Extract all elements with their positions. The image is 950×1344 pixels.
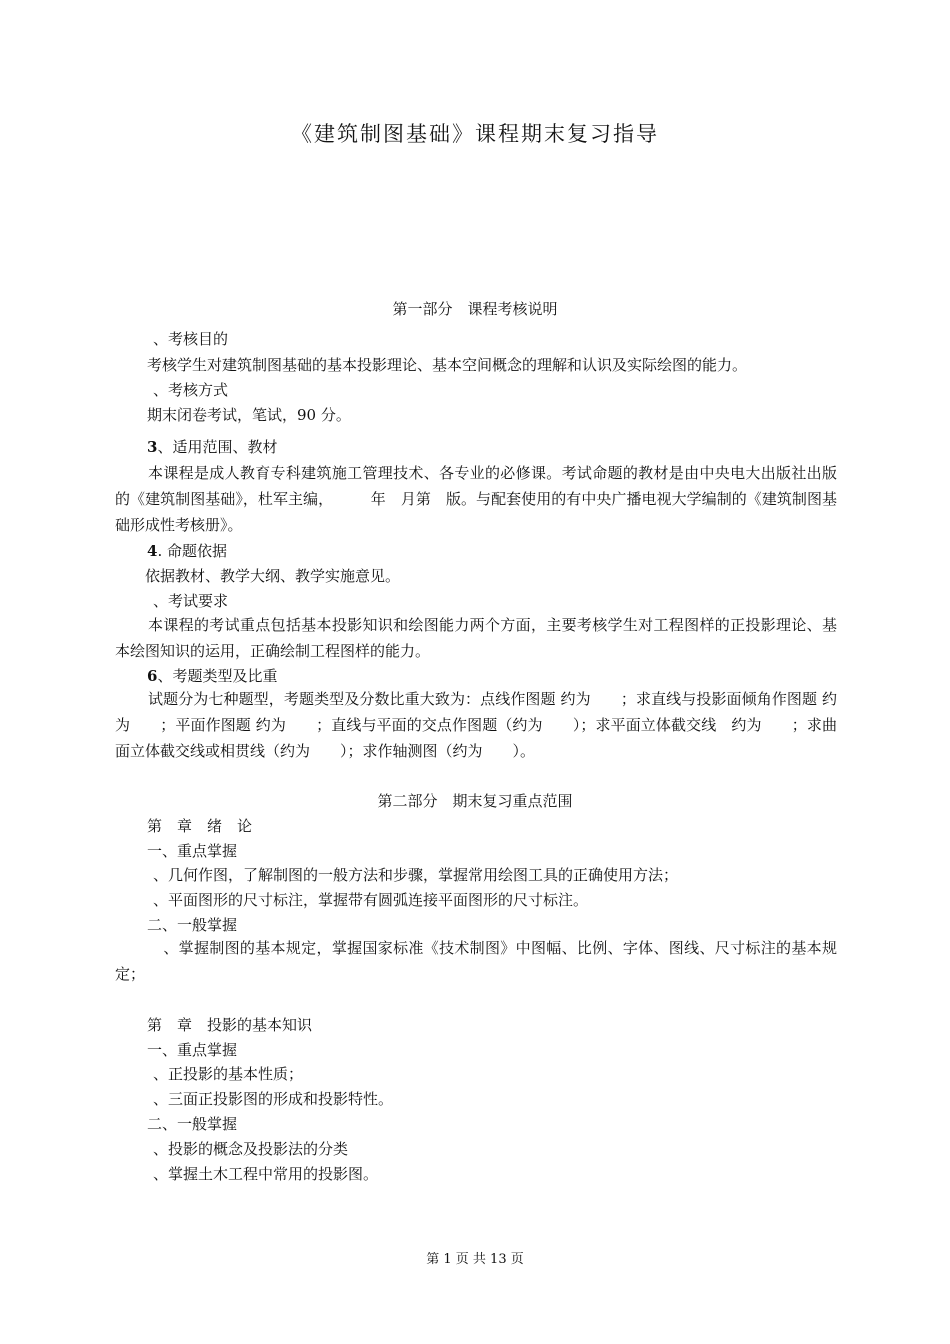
section3-text: 本课程是成人教育专科建筑施工管理技术、各专业的必修课。考试命题的教材是由中央电大出版社出版的《建筑制图基础》，杜军主编， 年 月第 版。与配套使用的有中央广播电视大学编制的《建筑制图基础形成性考核册》。 xyxy=(115,464,837,534)
chapter2-title: 第 章 投影的基本知识 xyxy=(147,1016,313,1034)
chapter2-key-item-1: 、正投影的基本性质； xyxy=(153,1065,304,1083)
section6-label: 、考题类型及比重 xyxy=(157,667,278,685)
section4-label: . 命题依据 xyxy=(157,542,227,560)
chapter1-key-heading: 一、重点掌握 xyxy=(147,842,238,860)
page-footer: 第 1 页 共 13 页 xyxy=(426,1252,524,1267)
section1-heading: 、考核目的 xyxy=(153,330,229,348)
section4-heading xyxy=(147,540,227,561)
section6-number: 6 xyxy=(147,667,158,685)
section4-text: 依据教材、教学大纲、教学实施意见。 xyxy=(145,567,401,585)
section2-text: 期末闭卷考试，笔试，90 分。 xyxy=(147,406,351,424)
section5-heading: 、考试要求 xyxy=(153,592,229,610)
section1-text: 考核学生对建筑制图基础的基本投影理论、基本空间概念的理解和认识及实际绘图的能力。 xyxy=(147,356,748,374)
chapter2-key-heading: 一、重点掌握 xyxy=(147,1041,238,1059)
chapter2-key-item-2: 、三面正投影图的形成和投影特性。 xyxy=(153,1090,394,1108)
section6-text: 试题分为七种题型，考题类型及分数比重大致为：点线作图题 约为 ；求直线与投影面倾角作图题 约为 ；平面作图题 约为 ；直线与平面的交点作图题（约为 ）；求平面立体截交线 约为 ；求曲面立体截交线或相贯线（约为 ）；求作轴测图（约为 ）。 xyxy=(115,690,837,760)
section3-label: 、适用范围、教材 xyxy=(157,438,278,456)
chapter2-general-heading: 二、一般掌握 xyxy=(147,1115,238,1133)
chapter1-key-item-1: 、几何作图，了解制图的一般方法和步骤，掌握常用绘图工具的正确使用方法； xyxy=(153,866,679,884)
chapter2-general-item-2: 、掌握土木工程中常用的投影图。 xyxy=(153,1165,379,1183)
chapter2-general-item-1: 、投影的概念及投影法的分类 xyxy=(153,1140,349,1158)
section5-text: 本课程的考试重点包括基本投影知识和绘图能力两个方面，主要考核学生对工程图样的正投影理论、基本绘图知识的运用，正确绘制工程图样的能力。 xyxy=(115,616,837,660)
part1-heading: 第一部分 课程考核说明 xyxy=(392,300,558,318)
section3-number: 3 xyxy=(147,438,158,456)
section6-heading xyxy=(147,665,277,686)
part2-heading: 第二部分 期末复习重点范围 xyxy=(377,792,573,810)
chapter1-title: 第 章 绪 论 xyxy=(147,817,253,835)
section4-number: 4 xyxy=(147,542,158,560)
section3-heading xyxy=(147,436,277,457)
document-title: 《建筑制图基础》课程期末复习指导 xyxy=(291,122,659,146)
chapter1-general-heading: 二、一般掌握 xyxy=(147,916,238,934)
chapter1-general-text: 、掌握制图的基本规定，掌握国家标准《技术制图》中图幅、比例、字体、图线、尺寸标注的基本规定； xyxy=(115,939,837,983)
chapter1-key-item-2: 、平面图形的尺寸标注，掌握带有圆弧连接平面图形的尺寸标注。 xyxy=(153,891,589,909)
section2-heading: 、考核方式 xyxy=(153,381,229,399)
